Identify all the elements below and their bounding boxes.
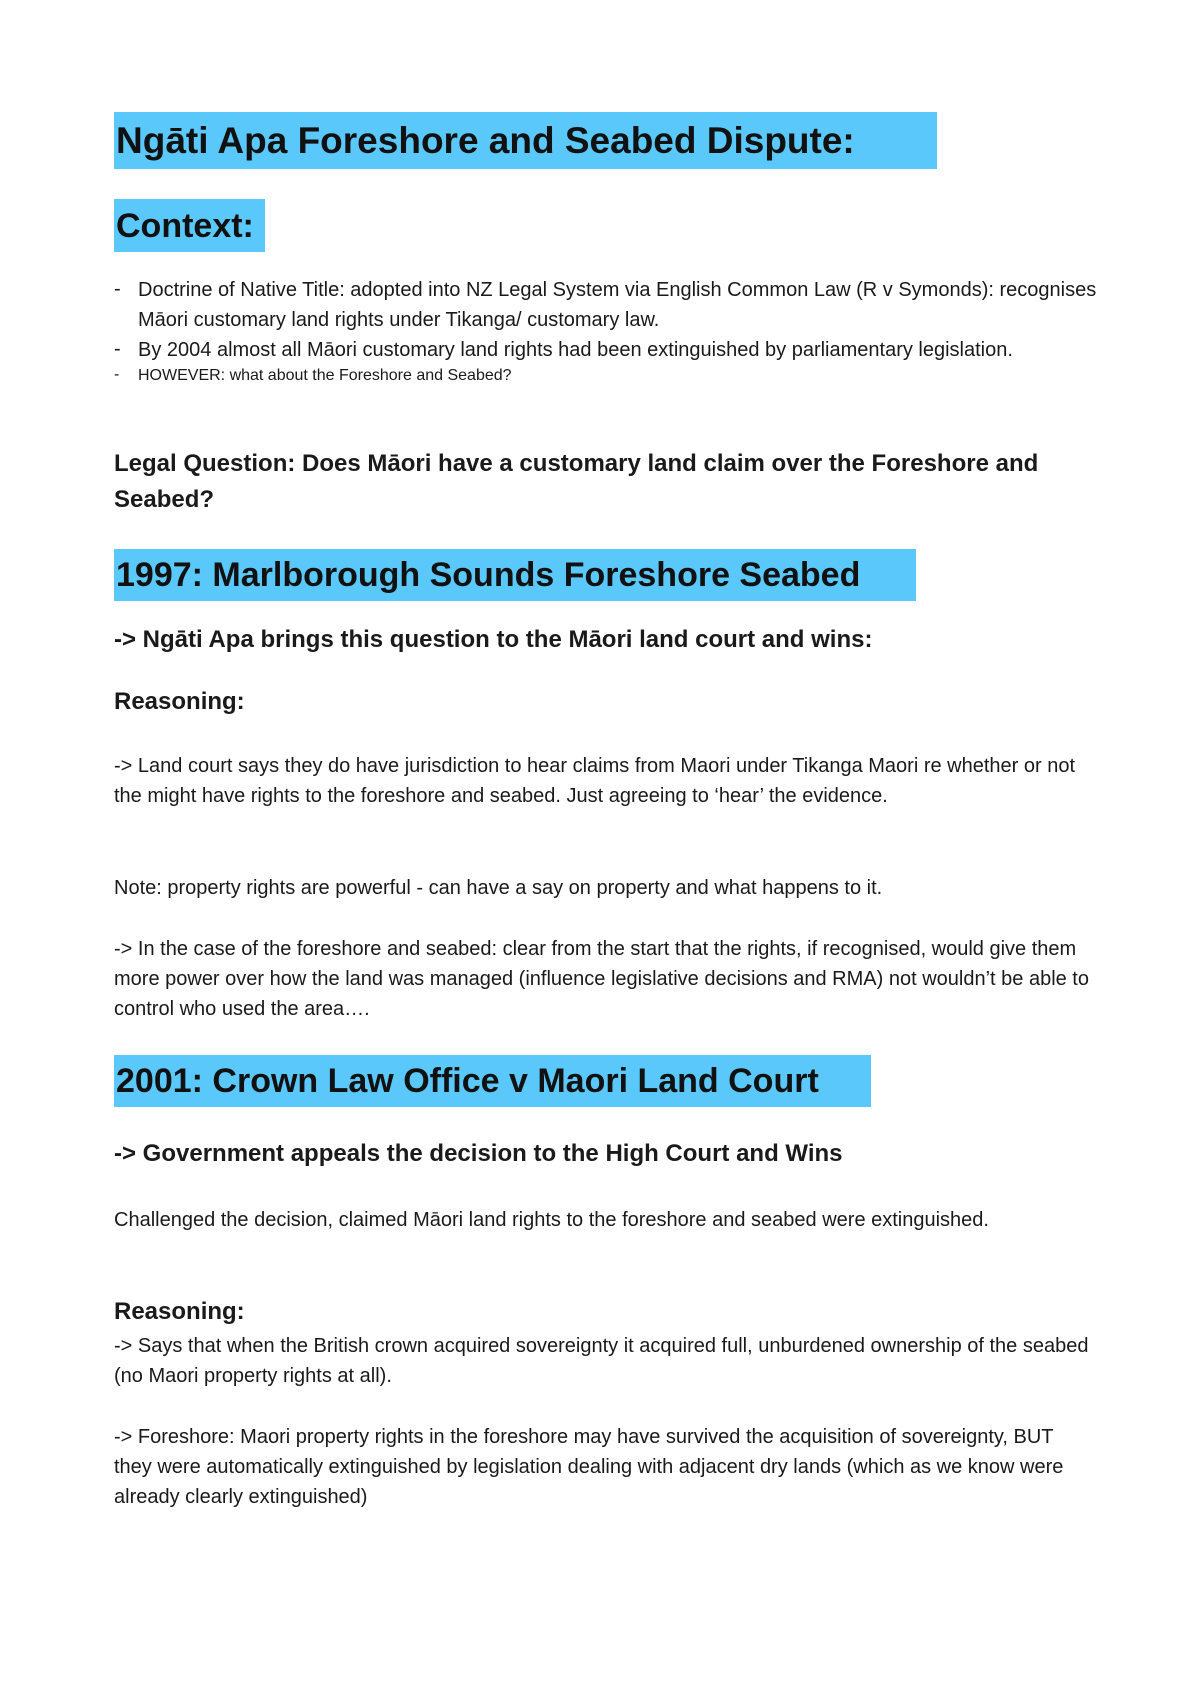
list-item: - Doctrine of Native Title: adopted into NZ Legal System via English Common Law (R v Symonds): recognises Māori customary land rights under Tikanga/ customary law.	[114, 275, 1114, 335]
paragraph-1997-2: Note: property rights are powerful - can have a say on property and what happens to it.	[114, 877, 883, 899]
context-heading: Context:	[114, 199, 265, 252]
reasoning-label-1997: Reasoning:	[114, 688, 245, 715]
paragraph-1997-3: -> In the case of the foreshore and seabed: clear from the start that the rights, if recognised, would give them more power over how the land was managed (influence legislative decisions and RMA) not wouldn’t be able to control who used the area….	[114, 938, 1089, 1020]
section-subheading-2001: -> Government appeals the decision to the High Court and Wins	[114, 1140, 843, 1167]
page-title: Ngāti Apa Foreshore and Seabed Dispute:	[114, 112, 937, 169]
context-bullet-list	[114, 275, 1114, 387]
paragraph-1997-1: -> Land court says they do have jurisdiction to hear claims from Maori under Tikanga Maori re whether or not the might have rights to the foreshore and seabed. Just agreeing to ‘hear’ the evidence.	[114, 755, 1076, 807]
section-heading-2001: 2001: Crown Law Office v Maori Land Court	[114, 1055, 871, 1107]
reasoning-label-2001: Reasoning:	[114, 1298, 245, 1325]
list-item: - By 2004 almost all Māori customary land rights had been extinguished by parliamentary legislation.	[114, 335, 1114, 365]
list-item: - HOWEVER: what about the Foreshore and Seabed?	[114, 365, 1114, 387]
intro-2001: Challenged the decision, claimed Māori land rights to the foreshore and seabed were extinguished.	[114, 1209, 989, 1231]
section-heading-1997: 1997: Marlborough Sounds Foreshore Seabed	[114, 549, 916, 601]
paragraph-2001-2: -> Foreshore: Maori property rights in the foreshore may have survived the acquisition of sovereignty, BUT they were automatically extinguished by legislation dealing with adjacent dry lands (which as we know were already clearly extinguished)	[114, 1426, 1064, 1508]
section-subheading-1997: -> Ngāti Apa brings this question to the Māori land court and wins:	[114, 626, 873, 653]
legal-question: Legal Question: Does Māori have a customary land claim over the Foreshore and Seabed?	[114, 450, 1039, 513]
paragraph-2001-1: -> Says that when the British crown acquired sovereignty it acquired full, unburdened ownership of the seabed (no Maori property rights at all).	[114, 1335, 1089, 1387]
